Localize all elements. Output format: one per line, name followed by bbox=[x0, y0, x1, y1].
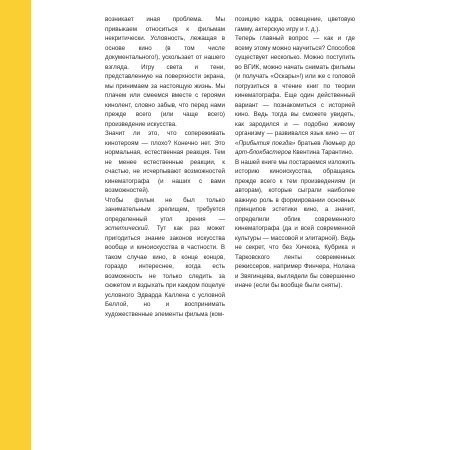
emphasis-text: арт-блокбастеров bbox=[235, 149, 292, 156]
emphasis-text: «Прибытия поезда» bbox=[235, 139, 296, 147]
text-column-right bbox=[235, 15, 355, 291]
text-run: Теперь главный вопрос — как и где всему этому можно научиться? Способов существует несколько. Можно поступить во ВГИК, можно начать снимать фильмы (и получать «Оскары»!) или же с головой погрузиться в чтение книг по теории кинематографа. Еще один действенный вариант — познакомиться с историей кино. Ведь тогда вы сможете увидеть, как зародился и — подобно живому организму — развивался язык кино — от bbox=[235, 35, 355, 137]
paragraph bbox=[105, 196, 225, 320]
paragraph bbox=[235, 34, 355, 158]
text-run: . Тут как раз может пригодиться знание законов искусства вообще и киноискусства в частности. В таком случае кино, в конце концов, гораздо интереснее, когда есть возможность не только следить за сюжетом и вздыхать при каждом поцелуе условного Эдварда Каллена с условной Беллой, но и воспринимать художественные элементы фильма (ком- bbox=[105, 225, 225, 318]
paragraph: позицию кадра, освещение, цветовую гамму, актерскую игру и т. д.). bbox=[235, 16, 355, 33]
text-run: братьев Люмьер до bbox=[295, 139, 355, 147]
accent-strip bbox=[0, 0, 31, 450]
text-run: Чтобы фильм не был только занимательным зрелищем, требуется определенный угол зрения — bbox=[105, 196, 225, 223]
text-run: Квентина Тарантино. bbox=[291, 149, 354, 156]
paragraph: В нашей книге мы постараемся изложить историю киноискусства, обращаясь прежде всего к тем произведениям (и авторам), которые сыграли наиболее важную роль в формировании основных принципов эстетики кино, а значит, определили облик современного кинематографа (да и всей современной культуры — массовой и элитарной). Ведь не секрет, что без Хичкока, Кубрика и Тарковского ленты современных режиссеров, например Финчера, Нолана и Звягинцева, выглядели бы совершенно иначе (если бы вообще были сняты). bbox=[235, 158, 355, 289]
text-column-left bbox=[105, 15, 225, 319]
paragraph: Значит ли это, что сопереживать кинотероям — плохо? Конечно нет. Это нормальная, естественная реакция. Тем не менее естественные реакции, к счастью, не исчерпывают возможностей кинематографа (и наших с вами возможностей). bbox=[105, 130, 225, 194]
emphasis-text: эстетический bbox=[105, 225, 148, 232]
paragraph: возникает иная проблема. Мы привыкаем относиться к фильмам некритически. Условность, лежащая в основе кино (в том числе документального!), ускользает от нашего взгляда. Игру света и тени, представленную на поверхности экрана, мы принимаем за настоящую жизнь. Мы плачем или смеемся вместе с героями кинолент, словно забыв, что перед нами прежде всего (или чаще всего) произведение искусства. bbox=[105, 16, 225, 128]
